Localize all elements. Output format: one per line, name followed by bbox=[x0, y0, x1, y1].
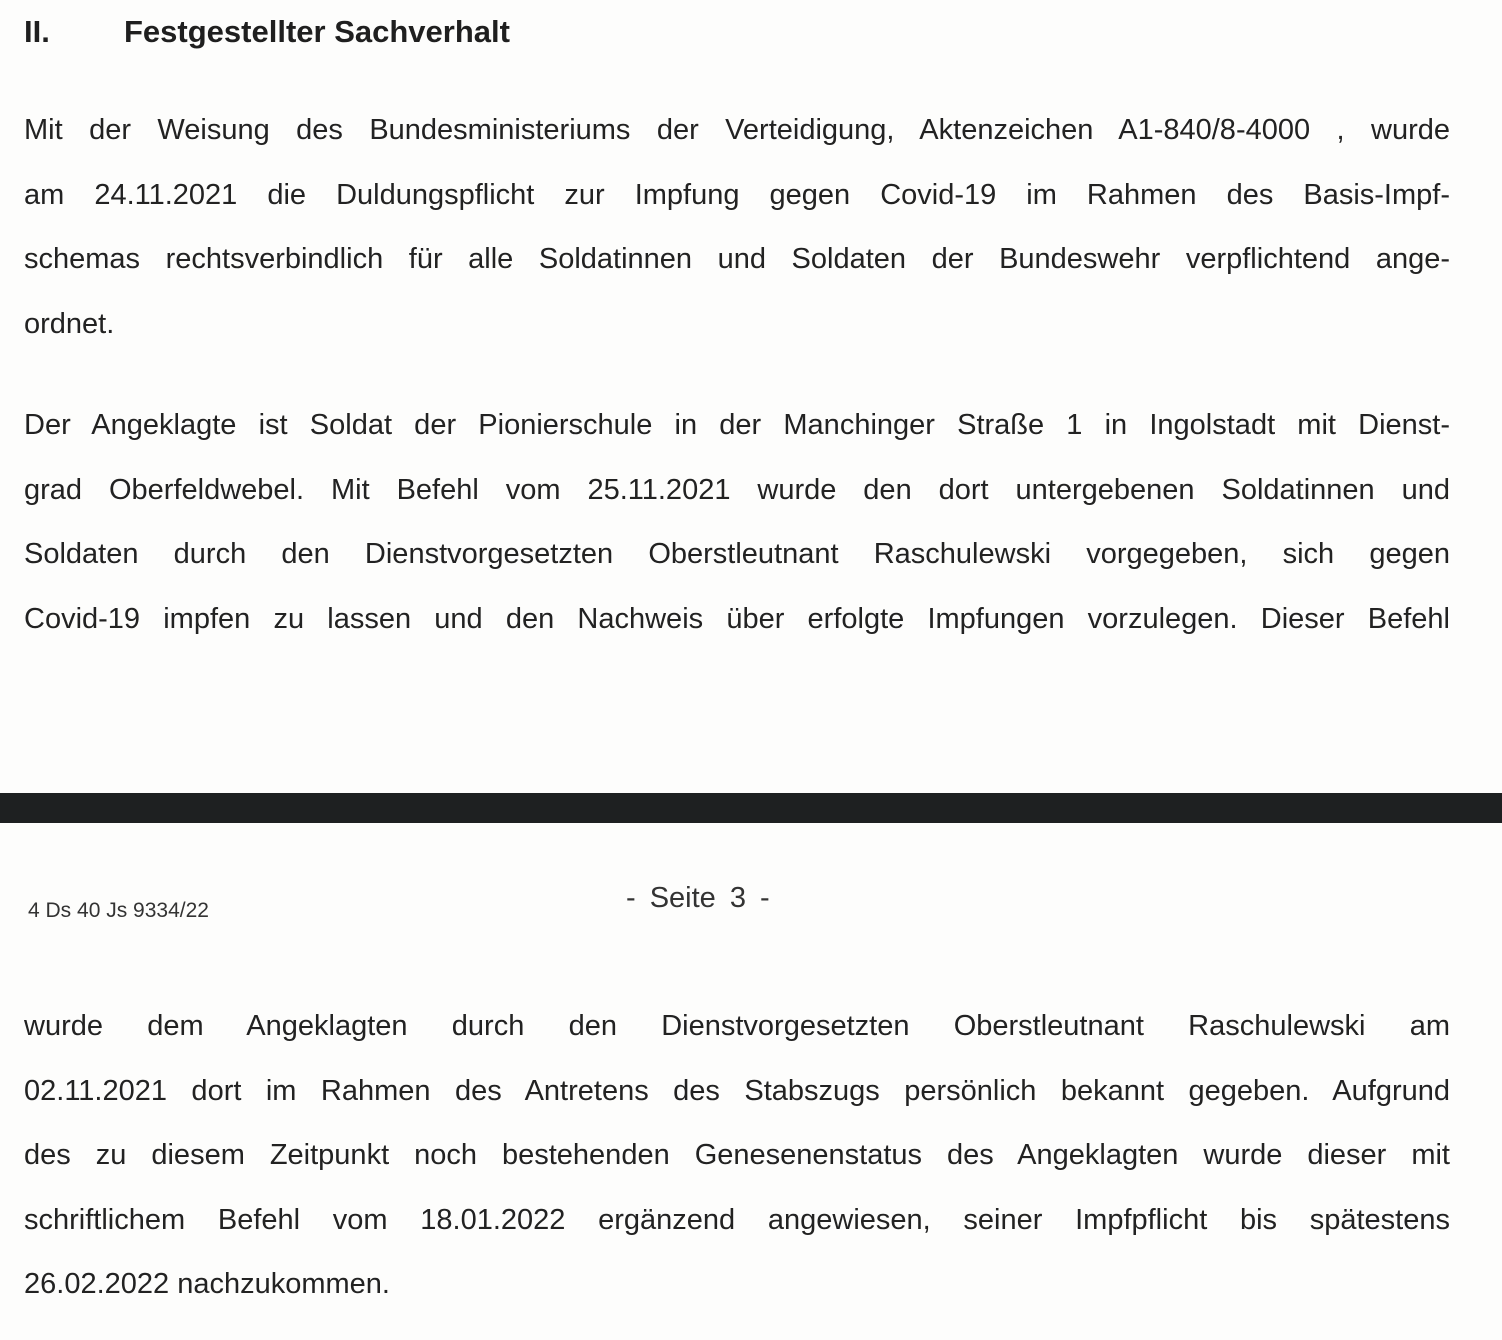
section-heading bbox=[24, 12, 510, 52]
section-title: Festgestellter Sachverhalt bbox=[124, 14, 510, 49]
paragraph-befehl bbox=[24, 994, 1450, 1317]
text-line: 02.11.2021 dort im Rahmen des Antretens des Stabszugs persönlich bekannt gegeben. Aufgrund bbox=[24, 1074, 1450, 1107]
text-line: grad Oberfeldwebel. Mit Befehl vom 25.11.2021 wurde den dort untergebenen Soldatinnen und bbox=[24, 473, 1450, 506]
text-line: Soldaten durch den Dienstvorgesetzten Oberstleutnant Raschulewski vorgegeben, sich gegen bbox=[24, 538, 1450, 570]
text-line: schriftlichem Befehl vom 18.01.2022 ergänzend angewiesen, seiner Impfpflicht bis spätestens bbox=[24, 1203, 1450, 1236]
text-line: ordnet. bbox=[24, 307, 115, 340]
text-line: am 24.11.2021 die Duldungspflicht zur Impfung gegen Covid-19 im Rahmen des Basis-Impf- bbox=[24, 178, 1450, 211]
paragraph-weisung bbox=[24, 98, 1450, 356]
text-line: wurde dem Angeklagten durch den Dienstvorgesetzten Oberstleutnant Raschulewski am bbox=[24, 1010, 1450, 1042]
text-line: Mit der Weisung des Bundesministeriums der Verteidigung, Aktenzeichen A1-840/8-4000 , wurde bbox=[24, 114, 1450, 146]
page-number: - Seite 3 - bbox=[626, 882, 770, 914]
text-line: des zu diesem Zeitpunkt noch bestehenden Genesenenstatus des Angeklagten wurde dieser mit bbox=[24, 1139, 1450, 1171]
text-line: schemas rechtsverbindlich für alle Soldatinnen und Soldaten der Bundeswehr verpflichtend ange- bbox=[24, 243, 1450, 275]
text-line: 26.02.2022 nachzukommen. bbox=[24, 1268, 390, 1300]
paragraph-angeklagter bbox=[24, 393, 1450, 651]
page-divider bbox=[0, 793, 1502, 823]
text-line: Der Angeklagte ist Soldat der Pionierschule in der Manchinger Straße 1 in Ingolstadt mit Dienst- bbox=[24, 409, 1450, 441]
text-line: Covid-19 impfen zu lassen und den Nachweis über erfolgte Impfungen vorzulegen. Dieser Befehl bbox=[24, 602, 1450, 635]
case-number: 4 Ds 40 Js 9334/22 bbox=[28, 899, 209, 922]
section-number: II. bbox=[24, 14, 50, 49]
